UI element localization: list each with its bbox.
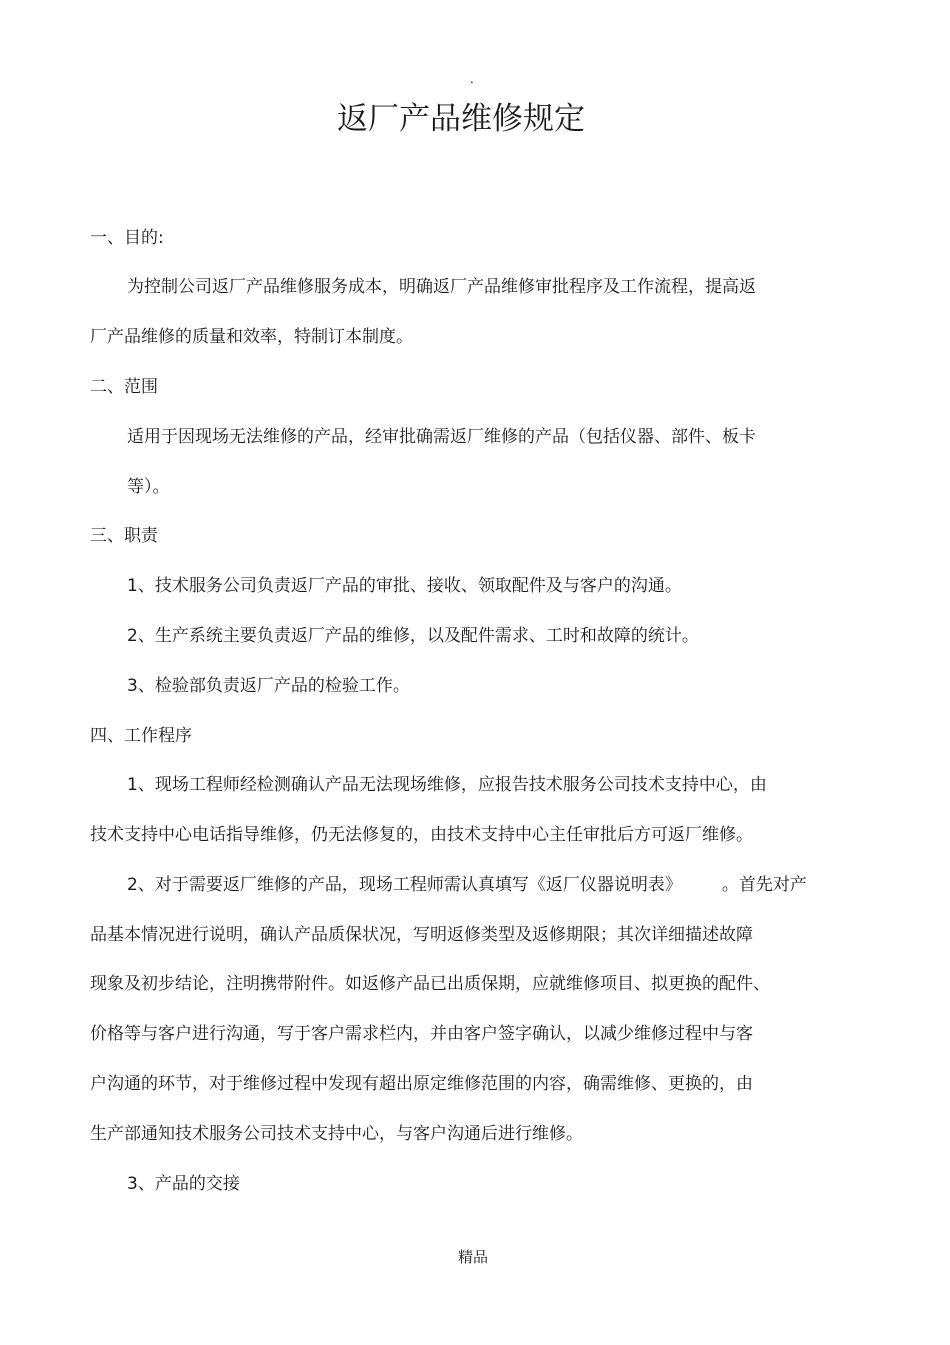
list-item: 3、产品的交接: [127, 1174, 240, 1194]
paragraph-segment: 2、对于需要返厂维修的产品，现场工程师需认真填写《返厂仪器说明表》: [127, 875, 682, 895]
paragraph-line: 1、现场工程师经检测确认产品无法现场维修，应报告技术服务公司技术支持中心，由: [127, 775, 767, 795]
paragraph-line: 现象及初步结论，注明携带附件。如返修产品已出质保期，应就维修项目、拟更换的配件、: [90, 974, 770, 994]
section-heading-purpose: 一、目的:: [90, 228, 164, 248]
paragraph-segment: 。首先对产: [721, 875, 807, 895]
header-dot: .: [470, 72, 474, 86]
section-heading-duties: 三、职责: [90, 526, 158, 546]
page-title: 返厂产品维修规定: [337, 101, 585, 137]
section-heading-scope: 二、范围: [90, 377, 158, 397]
paragraph-line: 户沟通的环节，对于维修过程中发现有超出原定维修范围的内容，确需维修、更换的，由: [90, 1074, 753, 1094]
page-footer: 精品: [457, 1248, 488, 1266]
paragraph-line: 适用于因现场无法维修的产品，经审批确需返厂维修的产品（包括仪器、部件、板卡: [127, 427, 756, 447]
paragraph-line: 技术支持中心电话指导维修，仍无法修复的，由技术支持中心主任审批后方可返厂维修。: [90, 825, 753, 845]
paragraph-line: [127, 873, 807, 897]
list-item: 1、技术服务公司负责返厂产品的审批、接收、领取配件及与客户的沟通。: [127, 576, 682, 596]
section-heading-procedure: 四、工作程序: [90, 726, 192, 746]
list-item: 3、检验部负责返厂产品的检验工作。: [127, 676, 410, 696]
paragraph-line: 厂产品维修的质量和效率，特制订本制度。: [90, 327, 413, 347]
paragraph-line: 为控制公司返厂产品维修服务成本，明确返厂产品维修审批程序及工作流程，提高返: [127, 277, 756, 297]
paragraph-line: 价格等与客户进行沟通，写于客户需求栏内，并由客户签字确认，以减少维修过程中与客: [90, 1024, 753, 1044]
list-item: 2、生产系统主要负责返厂产品的维修，以及配件需求、工时和故障的统计。: [127, 626, 699, 646]
paragraph-line: 品基本情况进行说明，确认产品质保状况，写明返修类型及返修期限；其次详细描述故障: [90, 925, 753, 945]
paragraph-line: 等）。: [127, 477, 170, 497]
paragraph-line: 生产部通知技术服务公司技术支持中心，与客户沟通后进行维修。: [90, 1124, 583, 1144]
